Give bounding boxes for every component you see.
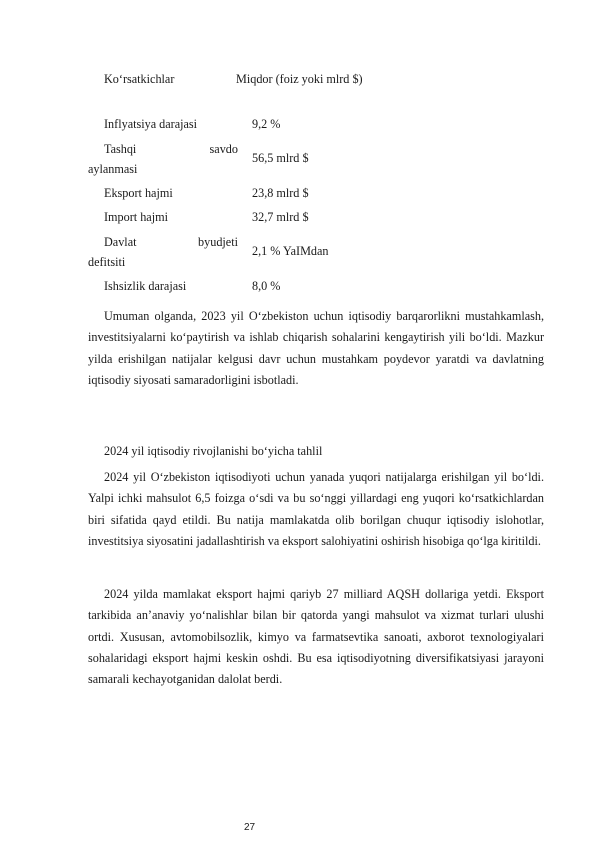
document-page	[88, 0, 544, 842]
row-value: 32,7 mlrd $	[252, 209, 309, 224]
indicators-table	[88, 112, 329, 298]
row-label: Ishsizlik darajasi	[104, 278, 187, 293]
page-number: 27	[244, 822, 256, 833]
table-row	[88, 274, 329, 298]
row-label: Import hajmi	[104, 209, 168, 224]
row-label-line1: Tashqi savdo	[104, 141, 238, 156]
row-value: 9,2 %	[252, 116, 281, 131]
row-label: Eksport hajmi	[104, 185, 173, 200]
paragraph-summary-2023: Umuman olganda, 2023 yil O‘zbekiston uchun iqtisodiy barqarorlikni mustahkamlash, investitsiyalarni ko‘paytirish va ishlab chiqarish sohalarini kengaytirish yili bo‘ldi. Mazkur yilda erishilgan natijalar kelgusi davr uchun mustahkam poydevor yaratdi va davlatning iqtisodiy siyosati samaradorligini isbotladi.	[88, 309, 544, 387]
table-row	[88, 112, 329, 136]
row-label: Inflyatsiya darajasi	[104, 116, 198, 131]
row-value: 56,5 mlrd $	[252, 151, 309, 165]
table-row	[88, 205, 329, 229]
row-label-line1: Davlat byudjeti	[104, 234, 238, 249]
paragraph-gdp-growth: 2024 yil O‘zbekiston iqtisodiyoti uchun yanada yuqori natijalarga erishilgan yil bo‘ldi. Yalpi ichki mahsulot 6,5 foizga o‘sdi va bu so‘nggi yillardagi eng yuqori ko‘rsatkichlardan biri sifatida qayd etildi. Bu natija mamlakatda olib borilgan chuqur iqtisodiy islohotlar, investitsiya siyosatini jadallashtirish va eksport salohiyatini oshirish hisobiga qo‘lga kiritildi.	[88, 470, 544, 548]
table-row	[88, 229, 329, 274]
row-label-line2: aylanmasi	[88, 161, 138, 176]
table-header-amount: Miqdor (foiz yoki mlrd $)	[236, 72, 363, 86]
row-value: 8,0 %	[252, 278, 281, 293]
row-value: 23,8 mlrd $	[252, 185, 309, 200]
table-row	[88, 181, 329, 205]
table-header-indicators: Ko‘rsatkichlar	[104, 72, 175, 86]
row-label-line2: defitsiti	[88, 254, 126, 269]
table-row	[88, 136, 329, 181]
section-heading: 2024 yil iqtisodiy rivojlanishi bo‘yicha tahlil	[104, 444, 323, 458]
paragraph-export: 2024 yilda mamlakat eksport hajmi qariyb 27 milliard AQSH dollariga yetdi. Eksport tarkibida an’anaviy yo‘nalishlar bilan bir qatorda yangi mahsulot va xizmat turlari ulushi ortdi. Xususan, avtomobilsozlik, kimyo va farmatsevtika sanoati, axborot texnologiyalari sohalaridagi eksport hajmi keskin oshdi. Bu esa iqtisodiyotning diversifikatsiyasi jarayoni samarali kechayotganidan dalolat berdi.	[88, 587, 544, 687]
row-value: 2,1 % YaIMdan	[252, 244, 329, 258]
